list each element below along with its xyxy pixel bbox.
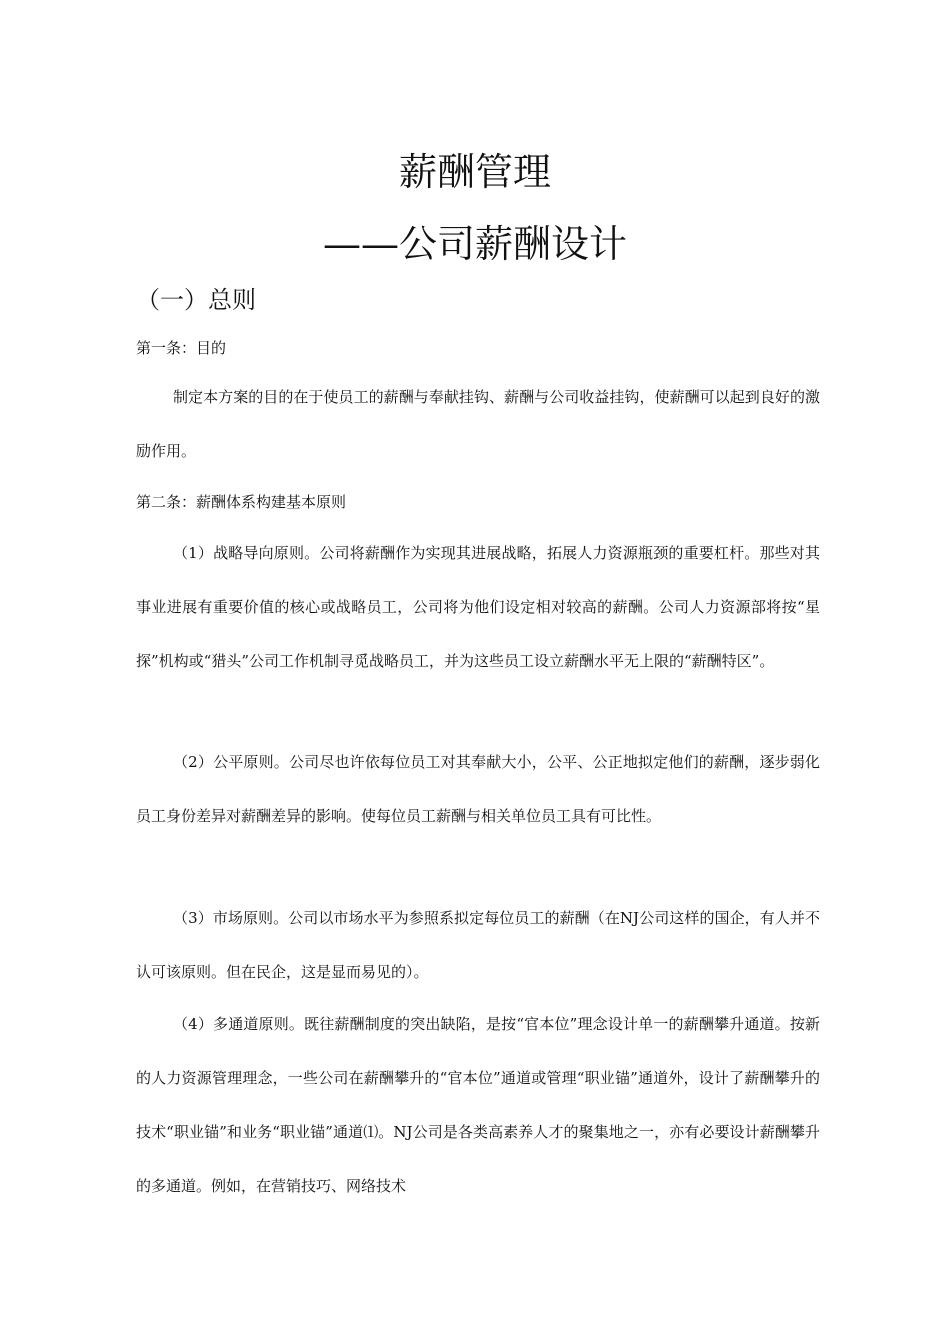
article-1-heading: 第一条：目的 [136,339,227,357]
section-heading: （一）总则 [136,286,256,314]
document-title: 薪酬管理 [398,150,551,194]
document-subtitle: ——公司薪酬设计 [322,222,627,266]
principle-1: （1）战略导向原则。公司将薪酬作为实现其进展战略，拓展人力资源瓶颈的重要杠杆。那些对其事业进展有重要价值的核心或战略员工，公司将为他们设定相对较高的薪酬。公司人力资源部将按“星探”机构或“猎头”公司工作机制寻觅战略员工，并为这些员工设立薪酬水平无上限的“薪酬特区”。 [136,544,820,670]
article-2-heading: 第二条：薪酬体系构建基本原则 [136,493,347,511]
principle-4: （4）多通道原则。既往薪酬制度的突出缺陷，是按“官本位”理念设计单一的薪酬攀升通道。按新的人力资源管理理念，一些公司在薪酬攀升的“官本位”通道或管理“职业锚”通道外，设计了薪酬攀升的技术“职业锚”和业务“职业锚”通道⑴。NJ公司是各类高素养人才的聚集地之一，亦有必要设计薪酬攀升的多通道。例如，在营销技巧、网络技术 [136,1015,820,1195]
article-1-paragraph: 制定本方案的目的在于使员工的薪酬与奉献挂钩、薪酬与公司收益挂钩，使薪酬可以起到良好的激励作用。 [136,388,820,460]
principle-2: （2）公平原则。公司尽也许依每位员工对其奉献大小，公平、公正地拟定他们的薪酬，逐步弱化员工身份差异对薪酬差异的影响。使每位员工薪酬与相关单位员工具有可比性。 [136,753,820,825]
principle-3: （3）市场原则。公司以市场水平为参照系拟定每位员工的薪酬（在NJ公司这样的国企，有人并不认可该原则。但在民企，这是显而易见的）。 [136,909,820,981]
